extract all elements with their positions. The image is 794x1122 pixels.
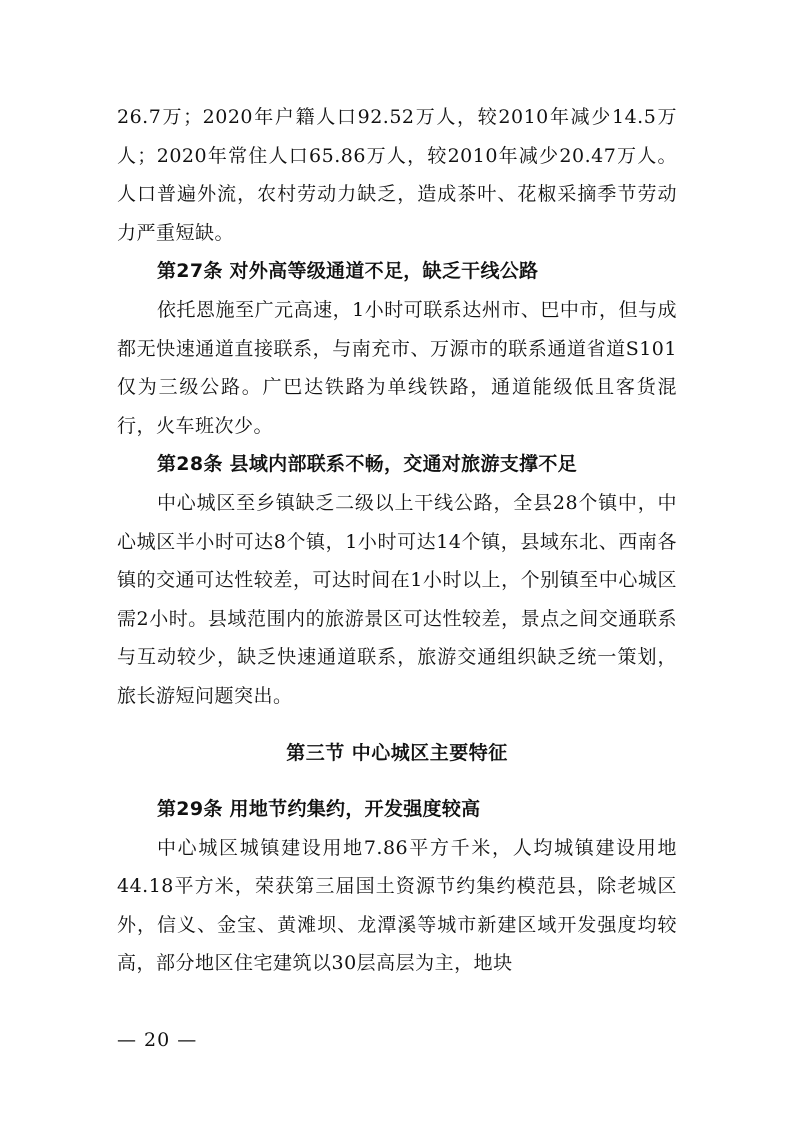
article-28-heading: 第28条 县域内部联系不畅，交通对旅游支撑不足 — [157, 453, 577, 476]
paragraph-population: 26.7万；2020年户籍人口92.52万人，较2010年减少14.5万人；2020年常住人口65.86万人，较2010年减少20.47万人。人口普遍外流，农村劳动力缺乏，造成茶叶、花椒采摘季节劳动力严重短缺。 — [117, 106, 677, 244]
paragraph-article-27: 依托恩施至广元高速，1小时可联系达州市、巴中市，但与成都无快速通道直接联系，与南充市、万源市的联系通道省道S101仅为三级公路。广巴达铁路为单线铁路，通道能级低且客货混行，火车班次少。 — [117, 298, 677, 437]
paragraph-article-28: 中心城区至乡镇缺乏二级以上干线公路，全县28个镇中，中心城区半小时可达8个镇，1小时可达14个镇，县域东北、西南各镇的交通可达性较差，可达时间在1小时以上，个别镇至中心城区需2小时。县域范围内的旅游景区可达性较差，景点之间交通联系与互动较少，缺乏快速通道联系，旅游交通组织缺乏统一策划，旅长游短问题突出。 — [117, 491, 677, 707]
section-3-heading: 第三节 中心城区主要特征 — [286, 741, 508, 764]
article-27-heading: 第27条 对外高等级通道不足，缺乏干线公路 — [157, 260, 539, 283]
page-number: — 20 — — [117, 1029, 198, 1051]
article-29-heading: 第29条 用地节约集约，开发强度较高 — [157, 798, 481, 821]
page-body — [117, 98, 677, 983]
paragraph-article-29: 中心城区城镇建设用地7.86平方千米，人均城镇建设用地44.18平方米，荣获第三届国土资源节约集约模范县，除老城区外，信义、金宝、黄滩坝、龙潭溪等城市新建区域开发强度均较高，部分地区住宅建筑以30层高层为主，地块 — [117, 836, 677, 975]
